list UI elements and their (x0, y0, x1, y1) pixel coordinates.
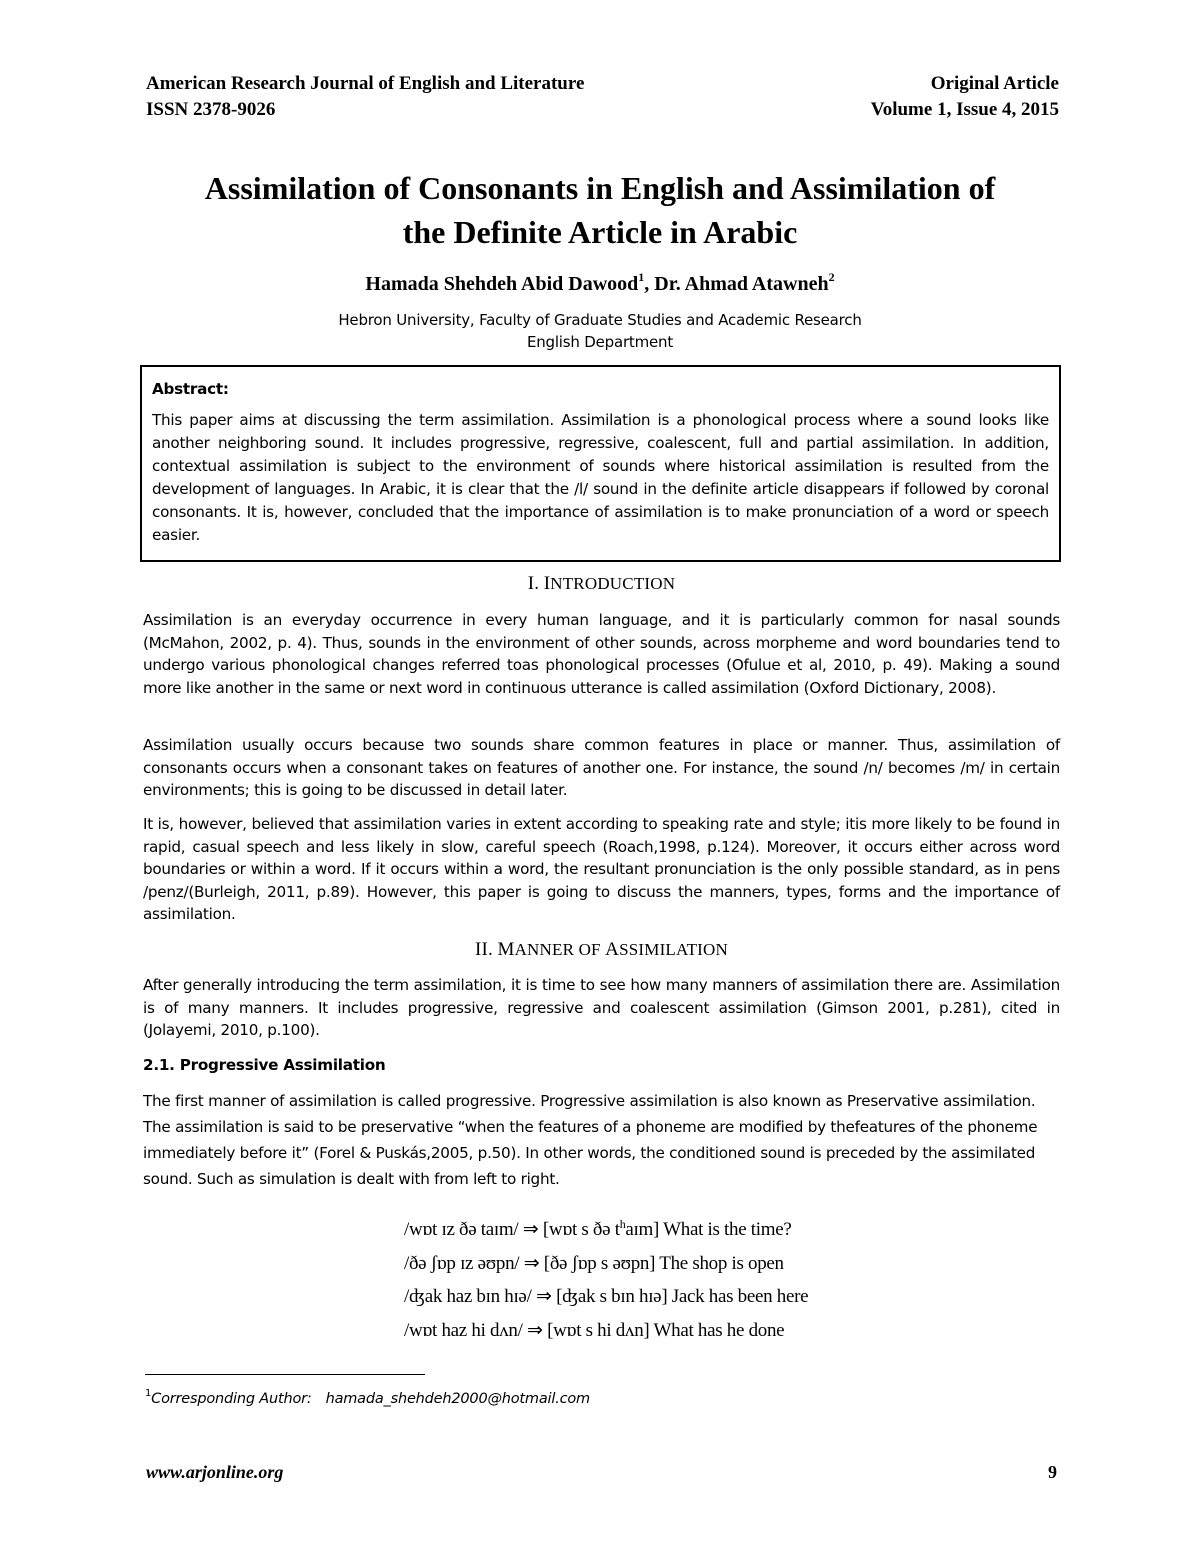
journal-name: American Research Journal of English and Literature (146, 73, 585, 94)
section-heading (143, 938, 1060, 962)
aspiration-marker: h (619, 1217, 626, 1231)
section-introduction (143, 572, 1060, 596)
example-line (404, 1280, 824, 1314)
author-email-link[interactable]: hamada_shehdeh2000@hotmail.com (325, 1391, 590, 1407)
affiliation (100, 309, 1100, 353)
example-text: /wɒt haz hi dʌn/ ⇒ [wɒt s hi dʌn] What has he done (404, 1319, 785, 1341)
intro-paragraph-3-wrap (143, 813, 1060, 926)
example-line (404, 1314, 824, 1348)
manner-paragraph-wrap (143, 974, 1060, 1042)
section-heading-rest: SSIMILATION (619, 940, 729, 959)
paper-title-line-1: Assimilation of Consonants in English and Assimilation of (204, 170, 996, 206)
paragraph: The first manner of assimilation is called progressive. Progressive assimilation is also known as Preservative assimilation. The assimilation is said to be preservative “when the features of a phoneme are modified by thefeatures of the phoneme immediately before it” (Forel & Puskás,2005, p.50). In other words, the conditioned sound is preceded by the assimilated sound. Such as simulation is dealt with from left to right. (143, 1092, 1038, 1188)
page-number: 9 (1048, 1462, 1057, 1482)
section-heading-rest: ANNER OF (514, 940, 601, 959)
volume-issue: Volume 1, Issue 4, 2015 (870, 99, 1059, 120)
phonetic-examples (404, 1213, 824, 1347)
paper-title (100, 166, 1100, 254)
progressive-paragraph-wrap (143, 1088, 1060, 1192)
section-numeral: II. (474, 939, 493, 960)
section-heading (143, 572, 1060, 596)
subsection-heading-wrap (143, 1053, 1060, 1077)
example-text: /ʤak haz bɪn hɪə/ ⇒ [ʤak s bɪn hɪə] Jack has been here (404, 1286, 809, 1307)
article-type: Original Article (930, 73, 1059, 94)
section-heading-initial: I (543, 573, 551, 594)
section-heading-initial: M (497, 939, 515, 960)
section-heading-rest: NTRODUCTION (550, 574, 676, 593)
example-text: /wɒt ɪz ðə taɪm/ ⇒ [wɒt s ðə t (404, 1219, 620, 1240)
footnote (145, 1388, 590, 1410)
subsection-heading: 2.1. Progressive Assimilation (143, 1056, 386, 1074)
paper-title-line-2: the Definite Article in Arabic (402, 214, 798, 250)
section-manner (143, 938, 1060, 962)
author-list (100, 270, 1100, 298)
author-name: Hamada Shehdeh Abid Dawood (365, 273, 639, 295)
section-heading-initial: A (605, 939, 620, 960)
paragraph: Assimilation is an everyday occurrence in every human language, and it is particularly common for nasal sounds (McMahon, 2002, p. 4). Thus, sounds in the environment of other sounds, across morpheme and word boundaries tend to undergo various phonological changes referred toas phonological processes (Ofulue et al, 2010, p. 49). Making a sound more like another in the same or next word in continuous utterance is called assimilation (Oxford Dictionary, 2008). (143, 611, 1060, 697)
paragraph: After generally introducing the term assimilation, it is time to see how many manners of assimilation there are. Assimilation is of many manners. It includes progressive, regressive and coalescent assimilation (Gimson 2001, p.281), cited in (Jolayemi, 2010, p.100). (143, 976, 1060, 1040)
abstract-box (140, 365, 1061, 562)
affiliation-line-1: Hebron University, Faculty of Graduate Studies and Academic Research (338, 311, 862, 329)
footnote-marker: 1 (145, 1388, 152, 1399)
section-numeral: I. (527, 573, 540, 594)
example-line (404, 1247, 824, 1281)
affiliation-line-2: English Department (526, 333, 674, 351)
author-separator: , (644, 273, 655, 295)
example-line (404, 1213, 824, 1247)
author-name: Dr. Ahmad Atawneh (654, 273, 829, 295)
abstract-text: This paper aims at discussing the term assimilation. Assimilation is a phonological process where a sound looks like another neighboring sound. It includes progressive, regressive, coalescent, full and partial assimilation. In addition, contextual assimilation is subject to the environment of sounds where historical assimilation is resulted from the development of languages. In Arabic, it is clear that the /l/ sound in the definite article disappears if followed by coronal consonants. It is, however, concluded that the importance of assimilation is to make pronunciation of a word or speech easier. (152, 411, 1049, 544)
example-text: /ðə ʃɒp ɪz əʊpn/ ⇒ [ðə ʃɒp s əʊpn] The shop is open (404, 1252, 784, 1274)
example-text: aɪm] What is the time? (625, 1219, 792, 1240)
footnote-rule (145, 1374, 425, 1375)
issn: ISSN 2378-9026 (146, 99, 276, 120)
intro-paragraph-1-wrap (143, 609, 1060, 699)
author-affiliation-marker: 2 (828, 270, 835, 284)
paragraph: It is, however, believed that assimilation varies in extent according to speaking rate and style; itis more likely to be found in rapid, casual speech and less likely in slow, careful speech (Roach,1998, p.124). Moreover, it occurs either across word boundaries or within a word. If it occurs within a word, the resultant pronunciation is the only possible standard, as in pens /penz/(Burleigh, 2011, p.89). However, this paper is going to discuss the manners, types, forms and the importance of assimilation. (143, 815, 1060, 924)
intro-paragraph-2-wrap (143, 734, 1060, 802)
author-affiliation-marker: 1 (638, 270, 645, 284)
website-link[interactable]: www.arjonline.org (146, 1462, 284, 1482)
footnote-label: Corresponding Author: (151, 1391, 312, 1407)
abstract-heading: Abstract: (152, 380, 229, 398)
paragraph: Assimilation usually occurs because two sounds share common features in place or manner. Thus, assimilation of consonants occurs when a consonant takes on features of another one. For instance, the sound /n/ becomes /m/ in certain environments; this is going to be discussed in detail later. (143, 736, 1060, 800)
